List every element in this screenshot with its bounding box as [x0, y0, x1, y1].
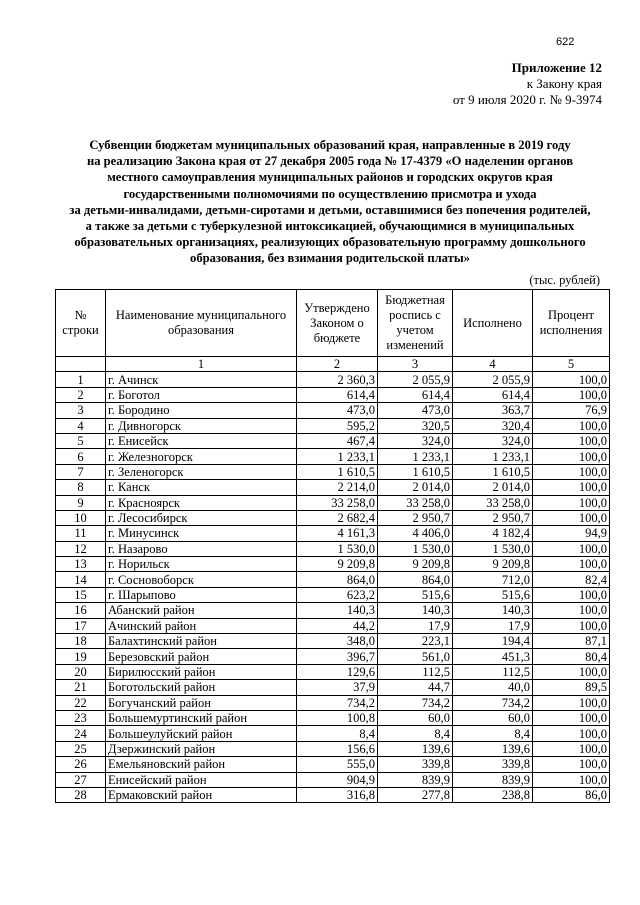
row-number: 12 — [56, 541, 106, 556]
budget-schedule-amount: 473,0 — [378, 403, 453, 418]
table-row — [56, 495, 610, 510]
executed-amount: 614,4 — [453, 387, 533, 402]
approved-amount: 1 610,5 — [297, 464, 378, 479]
table-row — [56, 757, 610, 772]
row-number: 6 — [56, 449, 106, 464]
row-number: 22 — [56, 695, 106, 710]
budget-schedule-amount: 9 209,8 — [378, 557, 453, 572]
budget-schedule-amount: 324,0 — [378, 433, 453, 448]
table-row — [56, 695, 610, 710]
table-row — [56, 541, 610, 556]
budget-schedule-amount: 864,0 — [378, 572, 453, 587]
header-row — [56, 290, 610, 357]
budget-schedule-amount: 139,6 — [378, 741, 453, 756]
title-line: а также за детьми с туберкулезной интоксикацией, обучающимися в муниципальных — [85, 219, 575, 234]
municipality-name: г. Железногорск — [106, 449, 297, 464]
table-row — [56, 664, 610, 679]
execution-percent: 100,0 — [533, 757, 610, 772]
header-row-number: № строки — [56, 290, 106, 357]
appendix-date: от 9 июля 2020 г. № 9-3974 — [452, 92, 602, 107]
approved-amount: 904,9 — [297, 772, 378, 787]
units-label: (тыс. рублей) — [529, 273, 600, 287]
execution-percent: 100,0 — [533, 557, 610, 572]
approved-amount: 140,3 — [297, 603, 378, 618]
municipality-name: г. Лесосибирск — [106, 510, 297, 525]
title-line: государственными полномочиями по осуществлению присмотра и ухода — [123, 186, 537, 201]
executed-amount: 60,0 — [453, 710, 533, 725]
row-number: 17 — [56, 618, 106, 633]
municipality-name: г. Енисейск — [106, 433, 297, 448]
approved-amount: 595,2 — [297, 418, 378, 433]
budget-schedule-amount: 614,4 — [378, 387, 453, 402]
approved-amount: 614,4 — [297, 387, 378, 402]
municipality-name: г. Норильск — [106, 557, 297, 572]
column-number — [56, 357, 106, 372]
approved-amount: 864,0 — [297, 572, 378, 587]
appendix-title: Приложение 12 — [511, 60, 602, 75]
title-line: образования, без взимания родительской платы» — [190, 251, 470, 266]
row-number: 25 — [56, 741, 106, 756]
approved-amount: 8,4 — [297, 726, 378, 741]
execution-percent: 100,0 — [533, 449, 610, 464]
approved-amount: 4 161,3 — [297, 526, 378, 541]
execution-percent: 100,0 — [533, 387, 610, 402]
executed-amount: 112,5 — [453, 664, 533, 679]
budget-schedule-amount: 2 055,9 — [378, 372, 453, 387]
row-number: 16 — [56, 603, 106, 618]
executed-amount: 734,2 — [453, 695, 533, 710]
municipality-name: г. Ачинск — [106, 372, 297, 387]
execution-percent: 100,0 — [533, 710, 610, 725]
table-row — [56, 710, 610, 725]
row-number: 8 — [56, 480, 106, 495]
table-row — [56, 403, 610, 418]
execution-percent: 100,0 — [533, 495, 610, 510]
executed-amount: 2 055,9 — [453, 372, 533, 387]
approved-amount: 316,8 — [297, 787, 378, 802]
row-number: 1 — [56, 372, 106, 387]
execution-percent: 76,9 — [533, 403, 610, 418]
execution-percent: 100,0 — [533, 664, 610, 679]
executed-amount: 1 530,0 — [453, 541, 533, 556]
budget-schedule-amount: 561,0 — [378, 649, 453, 664]
budget-schedule-amount: 2 014,0 — [378, 480, 453, 495]
municipality-name: г. Шарыпово — [106, 587, 297, 602]
municipality-name: г. Красноярск — [106, 495, 297, 510]
municipality-name: г. Минусинск — [106, 526, 297, 541]
executed-amount: 139,6 — [453, 741, 533, 756]
executed-amount: 363,7 — [453, 403, 533, 418]
table-row — [56, 726, 610, 741]
approved-amount: 623,2 — [297, 587, 378, 602]
execution-percent: 87,1 — [533, 634, 610, 649]
row-number: 3 — [56, 403, 106, 418]
approved-amount: 473,0 — [297, 403, 378, 418]
budget-schedule-amount: 140,3 — [378, 603, 453, 618]
executed-amount: 1 233,1 — [453, 449, 533, 464]
execution-percent: 80,4 — [533, 649, 610, 664]
approved-amount: 2 360,3 — [297, 372, 378, 387]
execution-percent: 100,0 — [533, 372, 610, 387]
table-row — [56, 787, 610, 802]
header-budget-schedule: Бюджетная роспись с учетом изменений — [378, 290, 453, 357]
table-row — [56, 433, 610, 448]
approved-amount: 555,0 — [297, 757, 378, 772]
table-row — [56, 603, 610, 618]
column-number: 5 — [533, 357, 610, 372]
row-number: 4 — [56, 418, 106, 433]
title-line: местного самоуправления муниципальных районов и городских округов края — [107, 170, 553, 185]
municipality-name: г. Зеленогорск — [106, 464, 297, 479]
approved-amount: 37,9 — [297, 680, 378, 695]
row-number: 9 — [56, 495, 106, 510]
header-municipality: Наименование муниципального образования — [106, 290, 297, 357]
row-number: 18 — [56, 634, 106, 649]
title-line: на реализацию Закона края от 27 декабря 2005 года № 17-4379 «О наделении органов — [86, 154, 574, 169]
row-number: 2 — [56, 387, 106, 402]
executed-amount: 238,8 — [453, 787, 533, 802]
page-number: 622 — [556, 36, 575, 48]
execution-percent: 100,0 — [533, 418, 610, 433]
approved-amount: 9 209,8 — [297, 557, 378, 572]
row-number: 24 — [56, 726, 106, 741]
table-row — [56, 464, 610, 479]
execution-percent: 100,0 — [533, 541, 610, 556]
budget-schedule-amount: 223,1 — [378, 634, 453, 649]
row-number: 21 — [56, 680, 106, 695]
execution-percent: 89,5 — [533, 680, 610, 695]
executed-amount: 40,0 — [453, 680, 533, 695]
municipality-name: Березовский район — [106, 649, 297, 664]
approved-amount: 100,8 — [297, 710, 378, 725]
table-row — [56, 572, 610, 587]
table-row — [56, 526, 610, 541]
budget-schedule-amount: 277,8 — [378, 787, 453, 802]
executed-amount: 839,9 — [453, 772, 533, 787]
title-line: за детьми-инвалидами, детьми-сиротами и детьми, оставшимися без попечения родителей, — [69, 202, 591, 217]
municipality-name: Бирилюсский район — [106, 664, 297, 679]
row-number: 7 — [56, 464, 106, 479]
row-number: 26 — [56, 757, 106, 772]
execution-percent: 100,0 — [533, 772, 610, 787]
municipality-name: Ермаковский район — [106, 787, 297, 802]
executed-amount: 33 258,0 — [453, 495, 533, 510]
row-number: 5 — [56, 433, 106, 448]
table-row — [56, 680, 610, 695]
document-title — [40, 137, 620, 267]
municipality-name: г. Канск — [106, 480, 297, 495]
approved-amount: 129,6 — [297, 664, 378, 679]
budget-schedule-amount: 33 258,0 — [378, 495, 453, 510]
executed-amount: 320,4 — [453, 418, 533, 433]
executed-amount: 4 182,4 — [453, 526, 533, 541]
municipality-name: г. Боготол — [106, 387, 297, 402]
approved-amount: 734,2 — [297, 695, 378, 710]
municipality-name: Большемуртинский район — [106, 710, 297, 725]
table-row — [56, 372, 610, 387]
row-number: 11 — [56, 526, 106, 541]
title-line: Субвенции бюджетам муниципальных образований края, направленные в 2019 году — [89, 138, 571, 152]
approved-amount: 1 530,0 — [297, 541, 378, 556]
municipality-name: Емельяновский район — [106, 757, 297, 772]
row-number: 15 — [56, 587, 106, 602]
title-line: образовательных организациях, реализующих образовательную программу дошкольного — [74, 235, 586, 250]
municipality-name: г. Бородино — [106, 403, 297, 418]
row-number: 19 — [56, 649, 106, 664]
executed-amount: 2 014,0 — [453, 480, 533, 495]
execution-percent: 100,0 — [533, 433, 610, 448]
execution-percent: 100,0 — [533, 695, 610, 710]
executed-amount: 194,4 — [453, 634, 533, 649]
appendix-reference — [453, 60, 602, 108]
budget-schedule-amount: 60,0 — [378, 710, 453, 725]
execution-percent: 100,0 — [533, 587, 610, 602]
budget-schedule-amount: 839,9 — [378, 772, 453, 787]
executed-amount: 140,3 — [453, 603, 533, 618]
approved-amount: 348,0 — [297, 634, 378, 649]
table-row — [56, 618, 610, 633]
municipality-name: Абанский район — [106, 603, 297, 618]
row-number: 14 — [56, 572, 106, 587]
approved-amount: 396,7 — [297, 649, 378, 664]
approved-amount: 44,2 — [297, 618, 378, 633]
municipality-name: г. Дивногорск — [106, 418, 297, 433]
execution-percent: 86,0 — [533, 787, 610, 802]
table-row — [56, 557, 610, 572]
table-row — [56, 449, 610, 464]
execution-percent: 94,9 — [533, 526, 610, 541]
execution-percent: 100,0 — [533, 510, 610, 525]
executed-amount: 451,3 — [453, 649, 533, 664]
table-row — [56, 634, 610, 649]
municipality-name: Большеулуйский район — [106, 726, 297, 741]
execution-percent: 100,0 — [533, 618, 610, 633]
header-execution-percent: Процент исполнения — [533, 290, 610, 357]
executed-amount: 2 950,7 — [453, 510, 533, 525]
approved-amount: 33 258,0 — [297, 495, 378, 510]
budget-schedule-amount: 1 530,0 — [378, 541, 453, 556]
budget-schedule-amount: 339,8 — [378, 757, 453, 772]
municipality-name: Дзержинский район — [106, 741, 297, 756]
executed-amount: 324,0 — [453, 433, 533, 448]
budget-schedule-amount: 734,2 — [378, 695, 453, 710]
executed-amount: 339,8 — [453, 757, 533, 772]
column-number: 2 — [297, 357, 378, 372]
budget-schedule-amount: 2 950,7 — [378, 510, 453, 525]
budget-schedule-amount: 8,4 — [378, 726, 453, 741]
executed-amount: 1 610,5 — [453, 464, 533, 479]
row-number: 20 — [56, 664, 106, 679]
table-row — [56, 387, 610, 402]
row-number: 13 — [56, 557, 106, 572]
executed-amount: 9 209,8 — [453, 557, 533, 572]
budget-schedule-amount: 17,9 — [378, 618, 453, 633]
table-row — [56, 587, 610, 602]
budget-schedule-amount: 44,7 — [378, 680, 453, 695]
municipality-name: Енисейский район — [106, 772, 297, 787]
table-row — [56, 510, 610, 525]
table-row — [56, 741, 610, 756]
budget-schedule-amount: 320,5 — [378, 418, 453, 433]
table-row — [56, 480, 610, 495]
approved-amount: 1 233,1 — [297, 449, 378, 464]
subsidies-table — [55, 289, 610, 803]
executed-amount: 17,9 — [453, 618, 533, 633]
execution-percent: 100,0 — [533, 480, 610, 495]
approved-amount: 2 682,4 — [297, 510, 378, 525]
table-row — [56, 772, 610, 787]
execution-percent: 82,4 — [533, 572, 610, 587]
column-number: 1 — [106, 357, 297, 372]
column-number: 3 — [378, 357, 453, 372]
execution-percent: 100,0 — [533, 464, 610, 479]
execution-percent: 100,0 — [533, 603, 610, 618]
row-number: 28 — [56, 787, 106, 802]
executed-amount: 8,4 — [453, 726, 533, 741]
executed-amount: 515,6 — [453, 587, 533, 602]
header-executed: Исполнено — [453, 290, 533, 357]
row-number: 23 — [56, 710, 106, 725]
municipality-name: Боготольский район — [106, 680, 297, 695]
row-number: 10 — [56, 510, 106, 525]
budget-schedule-amount: 515,6 — [378, 587, 453, 602]
municipality-name: г. Назарово — [106, 541, 297, 556]
execution-percent: 100,0 — [533, 741, 610, 756]
column-number: 4 — [453, 357, 533, 372]
appendix-law: к Закону края — [526, 76, 602, 91]
municipality-name: Богучанский район — [106, 695, 297, 710]
municipality-name: Балахтинский район — [106, 634, 297, 649]
execution-percent: 100,0 — [533, 726, 610, 741]
row-number: 27 — [56, 772, 106, 787]
approved-amount: 2 214,0 — [297, 480, 378, 495]
approved-amount: 156,6 — [297, 741, 378, 756]
executed-amount: 712,0 — [453, 572, 533, 587]
header-approved: Утверждено Законом о бюджете — [297, 290, 378, 357]
budget-schedule-amount: 1 233,1 — [378, 449, 453, 464]
municipality-name: г. Сосновоборск — [106, 572, 297, 587]
approved-amount: 467,4 — [297, 433, 378, 448]
table-row — [56, 649, 610, 664]
municipality-name: Ачинский район — [106, 618, 297, 633]
column-number-row — [56, 357, 610, 372]
budget-schedule-amount: 4 406,0 — [378, 526, 453, 541]
table-row — [56, 418, 610, 433]
budget-schedule-amount: 1 610,5 — [378, 464, 453, 479]
budget-schedule-amount: 112,5 — [378, 664, 453, 679]
